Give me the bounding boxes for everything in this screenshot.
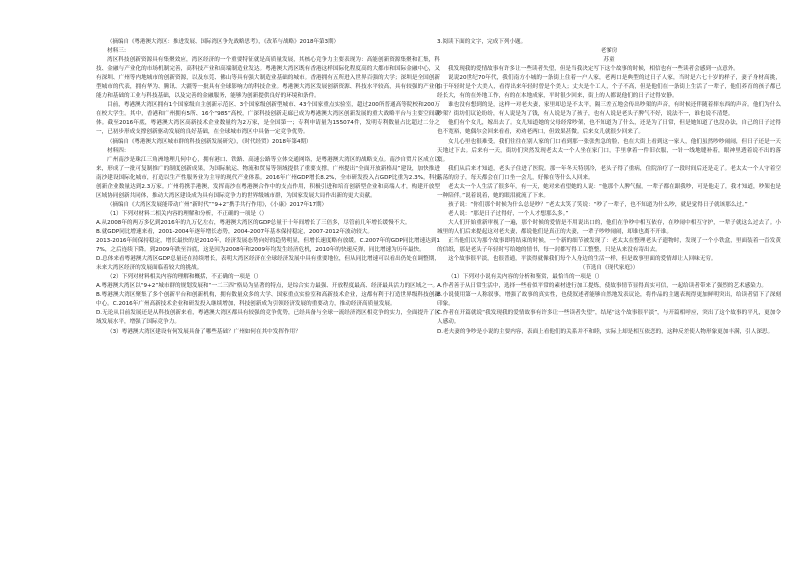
left-column <box>96 38 440 337</box>
option-a: A.从2008年的两万多亿到2016年的九万亿左右，粤港澳大湾区的GDP总量于十年间增长了三倍多，尽管前几年增长缓慢不大。 <box>96 219 411 226</box>
story-paragraph: 这个故事很平淡，也很普通，平淡得就像我们每个人身边的生活一样，但是故事里面的爱情却让人回味无穷。 <box>448 256 717 263</box>
option-c: 2013-2016年间保持稳定，增长最快的是2010年，经济发展态势向好的趋势明显，但增长速度略有放缓。C.2007年的GDP同比增速达到17%，之后连续下降。到2009年跌至谷底，这是因为2008年和2009年均发生经济危机，2010年的快速反弹，同比增速为历年最快。 <box>96 238 440 254</box>
story-paragraph: 大人们开始重新审视了一遍，那个时候的爱情是不用说出口的，他们在争吵中相互依存，在吵闹中相互守护，一辈子就这么过去了。小城里的人们后来提起这对老夫妻，都说他们是真正的夫妻，一辈子吵吵闹闹，却谁也离不开谁。 <box>437 219 781 235</box>
option-a: A.粤港澳大湾区以“9+2”城市群的规划发展和“一二三四”格局为显著的特点，是综合实力最强、开放程度最高、经济最具活力的区域之一。 <box>96 283 439 290</box>
story-paragraph: 孩子说：“你们那个时候为什么总是吵？”老太太笑了笑说：“吵了一辈子，也不知道为什么吵，就是觉得日子就该那么过。” <box>448 201 748 208</box>
source-note: （摘编自《粤港澳大湾区城市群的科技创新发展研究》，《时代经贸》2018年第4期） <box>107 138 312 145</box>
source-note: （摘编自《粤港澳大湾区：推进发展、国际湾区争先战略思考》，《改革与战略》2018年第3期） <box>107 39 339 45</box>
material-paragraph: 广州南沙是珠江三角洲地理几何中心，拥有港口、铁路、高速公路等立体交通网络，是粤港澳大湾区的战略支点。南沙自贸片区成立以来，形成了一批可复制推广的制度创新成果，为国际航运、物流和贸易等领域提供了重要支撑。广州提出“全面开放新格局”建设，加快推进南沙建设国际化城市，打造以生产性服务业为主导的现代产业体系。2016年广州GDP增长8.2%，全市研发投入占GDP比重为2.3%，科技创新企业数量达到2.3万家。广州将携手港澳，发挥南沙在粤港澳合作中的支点作用，积极引进和培育创新型企业和高端人才，构建开放型区域协同创新共同体，推动大湾区建设成为具有国际竞争力的世界级城市群，为国家发展大局作出新的更大贡献。 <box>96 156 440 199</box>
story-paragraph: 我们从后来才知道，老头子住进了医院。那一年冬天特别冷，老头子得了重病，住院治疗了一段时间后还是走了。老太太一个人守着空荡荡的房子，每天都会在门口坐一会儿，好像在等什么人回来。 <box>437 165 781 181</box>
story-paragraph: 谁也没有想到的是，这样一对老夫妻，家里却总是不太平，隔三差五地会传出吵架的声音，有时候还伴随着摔东西的声音。他们为什么吵架？街坊们议论纷纷，有人说是为了钱，有人说是为了孩子，也有人说是老头子脾气不好，说法不一，谁也说不清楚。 <box>437 102 781 118</box>
question-stem: （1）下列对材料二相关内容的理解和分析，不正确的一项是（） <box>107 210 268 217</box>
option-d: D.老夫妻的争吵是小说的主要内容，表面上看他们的关系并不和睦，实际上却是相互依恋的，这种反差使人物形象更加丰满，引人深思。 <box>437 328 774 335</box>
material-heading: 材料四： <box>107 147 130 154</box>
question-stem: （1）下列对小说有关内容的分析和鉴赏，最恰当的一项是（） <box>448 274 603 281</box>
story-body <box>437 65 781 264</box>
question-stem: （2）下列对材料相关内容的理解和概括，不正确的一项是（） <box>107 274 262 281</box>
source-note: （摘编自《大湾区发展能带动广州“新时代”“9+2”携手共行作用》，《小康》2017年17期） <box>107 201 328 208</box>
story-paragraph: 老人说：“那是日子过得好，一个人才想那么多。” <box>448 210 569 217</box>
reading-intro: 3.阅读下面的文字，完成下列小题。 <box>437 39 527 45</box>
story-paragraph: 老太太一个人生活了很多年，有一天，她对来看望她的人说：“他那个人脾气倔，一辈子都在跟我吵，可是他走了，我才知道，吵架也是一种陪伴。”说着说着，她的眼泪就流了下来。 <box>437 183 781 199</box>
story-paragraph: 他们有个女儿，嫁出去了。女儿知道她的父母经常吵架，也不知道为了什么，还是为了日常，但是她知道了也没办法，自己的日子过得也不宽裕，她偶尔会回来看看，劝劝老两口，但效果甚微。后来女儿就很少回来了。 <box>437 120 781 136</box>
option-b: B.小说使用第一人称叙事，增强了故事的真实性，也使叙述者能够自然地发表议论，将作品的主题表现得更加鲜明突出，给读者留下了深刻印象。 <box>437 292 781 308</box>
material-paragraph: 湾区科技创新资源具有集聚效应，湾区经济的一个重要特征就是高质量发展，其核心竞争力主要表现为：高能创新资源集聚和汇集，科技、金融与产业化的市场机制完善，高科技产业和高端制造业发达。粤港澳大湾区既有香港这样国际化程度高的大都市和国际金融中心，又有深圳、广州等内地城市的创新资源，以及东莞、佛山等具有强大制造业基础的城市。香港拥有五所进入世界百强的大学；深圳是全国创新型城市的代表，拥有华为、腾讯、大疆等一批具有全球影响力的科技企业。粤港澳大湾区发展创新资源、科技水平较高，具有较强的产业化能力和基础的工业与科技基础，以及完善的金融服务，能够为创新提供良好的环境和条件。 <box>96 57 440 100</box>
story-paragraph: 我发现我的爱情故事有许多让一些读者失望，但是当我决定写下这个故事的时候，相信也有一些读者会感到一点意外。 <box>448 66 739 73</box>
option-c: C.作者在开篇就说“我发现我的爱情故事有许多让一些读者失望”，结尾“这个故事很平淡”，与开篇相呼应，突出了这个故事的平凡，更加令人感动。 <box>437 310 781 326</box>
story-paragraph: 正当他们以为那个故事即将结束的时候，一个新的细节被发现了：老太太在整理老头子遗物时，发现了一个小铁盒，里面装着一沓发黄的信纸，那是老头子年轻时写给她的情书，每一封都写得工工整整，只是从来没有寄出去。 <box>437 238 781 254</box>
story-paragraph: 女儿心里也很难受，我们往往在别人家的门口看到那一张张焦急的脸，也在大街上看到这一家人，他们虽然吵吵闹闹，但日子还是一天天地过下去。后来有一天，街坊们突然发现老太太一个人坐在家门口，手里拿着一件旧衣服，一针一线地缝补着，眼神里透着说不出的落寞。 <box>437 138 781 163</box>
right-column <box>437 38 781 337</box>
story-title: 老爹房 <box>600 48 618 55</box>
option-d: D.总体来看粤港澳大湾区GDP总量还在持续增长，表明大湾区经济在全球经济发展中具有重要地位，但从同比增速可以看出仍处在调整期，未来大湾区经济的发展面临着较大的挑战。 <box>96 256 440 272</box>
material-paragraph: 目前，粤港澳大湾区拥有1个国家级自主创新示范区、3个国家级创新型城市、43个国家重点实验室，超过200所普通高等院校和200万在校大学生。其中，香港和广州拥有5所、16个“985”高校，广深科技创新走廊已成为粤港澳大湾区创新发展的重大战略平台与主要空间载体。截至2016年底，粤港澳大湾区高新技术企业数量约为2万家，是全国第一；专利申请量为155074件，发明专利数量占比超过二分之一，已初步形成支撑创新驱动发展的良好基础，在全球城市湾区中具备一定竞争优势。 <box>96 102 440 136</box>
story-paragraph: 说说20世纪70年代，我们南方小城的一条街上住着一户人家，老两口是典型的过日子人家，当时是六七十岁的样子，妻子身材高挑，由于年轻时是个大美人，看得出来年轻时曾是个美人；丈夫是个工人，个子不高，但是他们在一条街上生活了一辈子，他们养育的孩子都已经长大，有的在外地工作，有的在本地成家，平时很少回来，街上的人都说他们的日子过得安静。 <box>437 75 781 100</box>
story-author: 苏童 <box>603 57 615 64</box>
option-c: D.无论从目前发展还是从科技创新来看，粤港澳大湾区都具有较强的竞争优势，已经具备与全球一流经济湾区相竞争的实力，全面提升了区域发展水平，增强了国际竞争力。 <box>96 310 440 326</box>
material-heading: 材料三： <box>107 48 130 55</box>
question-stem: （3）粤港澳大湾区建设有何发展具备了哪些基础？广州如何在其中发挥作用？ <box>107 328 301 335</box>
option-a: A.作者善于从日常生活中，选择一些看似平常的素材进行加工提炼，使故事情节显得真实可信，一起给读者带来了强烈的艺术感染力。 <box>437 283 767 290</box>
source-note: （节选自《现代家庭》） <box>579 265 639 272</box>
option-b: B.粤港澳大湾区聚集了多个创新平台和创新机构，拥有数量众多的大学、国家重点实验室和高新技术企业，这都有利于打造世界级科技创新中心。C.2016年广州高新技术企业和研发投入继续增加，科技创新成为引领经济发展的重要动力，推动经济高质量发展。 <box>96 292 440 308</box>
option-b: B.就GDP同比增速来看，2001-2004年逐年增长态势，2004-2007年基本保持稳定，2007-2012年波动较大。 <box>96 228 373 235</box>
